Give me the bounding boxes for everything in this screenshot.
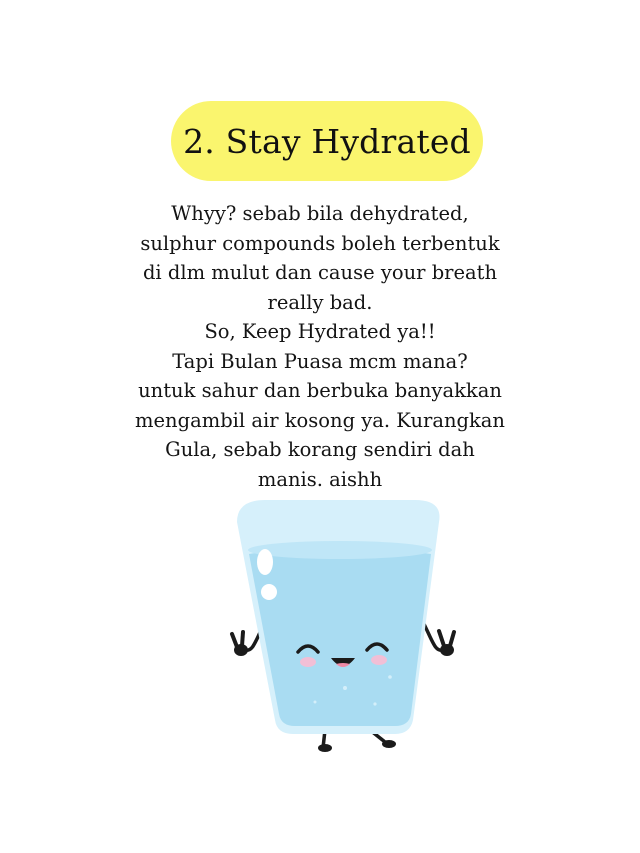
body-line: di dlm mulut dan cause your breath [142, 261, 498, 284]
body-line: So, Keep Hydrated ya!! [204, 320, 436, 343]
body-line: really bad. [267, 290, 373, 314]
body-line: manis. aishh [257, 467, 383, 491]
right-hand-icon [439, 631, 454, 656]
body-line: mengambil air kosong ya. Kurangkan [135, 408, 505, 432]
body-line: Whyy? sebab bila dehydrated, [171, 202, 469, 225]
title-pill [171, 101, 483, 181]
page-title: 2. Stay Hydrated [183, 121, 471, 161]
body-line: Gula, sebab korang sendiri dah [165, 438, 475, 461]
smiling-water-glass-icon [225, 492, 465, 762]
left-hand-icon [232, 632, 248, 656]
body-text [100, 199, 540, 494]
body-line: Tapi Bulan Puasa mcm mana? [172, 349, 468, 373]
body-line: sulphur compounds boleh terbentuk [140, 231, 500, 255]
body-line: untuk sahur dan berbuka banyakkan [138, 379, 502, 402]
